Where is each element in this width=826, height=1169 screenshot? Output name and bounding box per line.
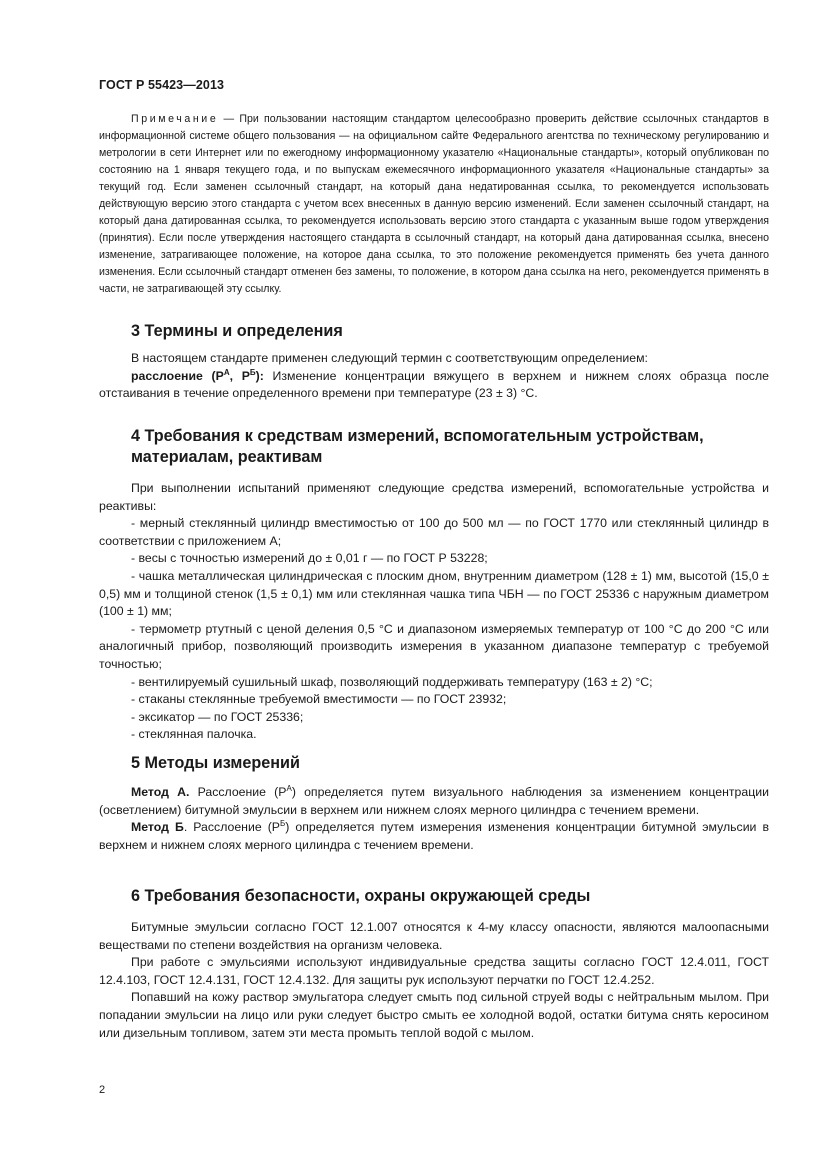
note-paragraph bbox=[99, 111, 769, 298]
section-3-intro: В настоящем стандарте применен следующий термин с соответствующим определением: bbox=[131, 351, 648, 365]
section-3 bbox=[99, 321, 769, 403]
section-4-item: - эксикатор — по ГОСТ 25336; bbox=[131, 709, 304, 724]
note-label: Примечание bbox=[131, 113, 219, 125]
section-6-paragraph: При работе с эмульсиями используют индивидуальные средства защиты согласно ГОСТ 12.4.011, ГОСТ 12.4.103, ГОСТ 12.4.131, ГОСТ 12.4.132. Для защиты рук используют перчатки по ГОСТ 12.4.252. bbox=[99, 955, 769, 987]
section-5 bbox=[99, 753, 769, 854]
section-6-title: 6 Требования безопасности, охраны окружающей среды bbox=[131, 887, 591, 905]
section-4-item: - мерный стеклянный цилиндр вместимостью от 100 до 500 мл — по ГОСТ 1770 или стеклянный цилиндр в соответствии с приложением А; bbox=[99, 516, 769, 548]
section-4-title-line2: материалам, реактивам bbox=[131, 448, 323, 466]
section-4-item: - вентилируемый сушильный шкаф, позволяющий поддерживать температуру (163 ± 2) °С; bbox=[131, 674, 653, 689]
term-name: расслоение ($Р^А$, $Р^Б$): bbox=[131, 367, 264, 383]
section-4-item: - чашка металлическая цилиндрическая с плоским дном, внутренним диаметром (128 ± 1) мм, высотой (15,0 ± 0,5) мм и толщиной стенок (1,5 ± 0,1) мм или стеклянная чашка типа ЧБН — по ГОСТ 25336 с наружным диаметром (100 ± 1) мм; bbox=[99, 568, 769, 619]
term-definition: Изменение концентрации вяжущего в верхнем и нижнем слоях образца после отстаивания в течение определенного времени при температуре (23 ± 3) °С. bbox=[99, 368, 769, 401]
section-6 bbox=[99, 886, 769, 1042]
note-text: — При пользовании настоящим стандартом целесообразно проверить действие ссылочных стандартов в информационной системе общего пользования — на официальном сайте Федерального агентства по техническому регулированию и метрологии в сети Интернет или по ежегодному информационному указателю «Национальные стандарты», который опубликован по состоянию на 1 января текущего года, и по выпускам ежемесячного информационного указателя «Национальные стандарты» за текущий год. Если заменен ссылочный стандарт, на который дана недатированная ссылка, то рекомендуется использовать действующую версию этого стандарта с учетом всех внесенных в данную версию изменений. Если заменен ссылочный стандарт, на который дана датированная ссылка, то рекомендуется использовать версию этого стандарта с указанным выше годом утверждения (принятия). Если после утверждения настоящего стандарта в ссылочный стандарт, на который дана датированная ссылка, внесено изменение, затрагивающее положение, на которое дана ссылка, то это положение рекомендуется применять без учета данного изменения. Если ссылочный стандарт отменен без замены, то положение, в котором дана ссылка на него, рекомендуется применять в части, не затрагивающей эту ссылку. bbox=[99, 113, 769, 295]
section-4-item: - стаканы стеклянные требуемой вместимости — по ГОСТ 23932; bbox=[131, 692, 507, 707]
section-6-paragraph: Попавший на кожу раствор эмульгатора следует смыть под сильной струей воды с нейтральным мылом. При попадании эмульсии на лицо или руки следует быстро смыть ее холодной водой, остатки битума снять керосином или дизельным топливом, затем эти места промыть теплой водой с мылом. bbox=[99, 990, 769, 1040]
section-4-item: - термометр ртутный с ценой деления 0,5 °С и диапазоном измеряемых температур от 100 °С до 200 °С или аналогичный прибор, позволяющий производить измерения в указанном диапазоне температур с требуемой точностью; bbox=[99, 621, 769, 671]
section-4-item: - стеклянная палочка. bbox=[131, 727, 257, 742]
section-4-item: - весы с точностью измерений до ± 0,01 г — по ГОСТ Р 53228; bbox=[131, 551, 488, 566]
section-5-title: 5 Методы измерений bbox=[131, 754, 300, 772]
section-3-title: 3 Термины и определения bbox=[131, 322, 343, 340]
section-3-term bbox=[99, 368, 769, 403]
section-4-intro: При выполнении испытаний применяют следующие средства измерений, вспомогательные устройства и реактивы: bbox=[99, 481, 769, 513]
method-a-paragraph: Метод А. Расслоение $(Р^А)$ определяется путем визуального наблюдения за изменением концентрации (осветлением) битумной эмульсии в верхнем или нижнем слоях мерного цилиндра с течением времени. bbox=[99, 784, 769, 817]
page-number: 2 bbox=[99, 1084, 106, 1096]
section-6-paragraph: Битумные эмульсии согласно ГОСТ 12.1.007 относятся к 4-му классу опасности, являются малоопасными веществами по степени воздействия на организм человека. bbox=[99, 920, 769, 952]
section-4-title-line1: 4 Требования к средствам измерений, вспомогательным устройствам, bbox=[131, 427, 704, 445]
document-code-header: ГОСТ Р 55423—2013 bbox=[99, 78, 225, 92]
section-4 bbox=[99, 426, 769, 744]
method-b-paragraph: Метод Б. Расслоение $(Р^Б)$ определяется путем измерения изменения концентрации битумной эмульсии в верхнем и нижнем слоях мерного цилиндра с течением времени. bbox=[99, 819, 769, 852]
